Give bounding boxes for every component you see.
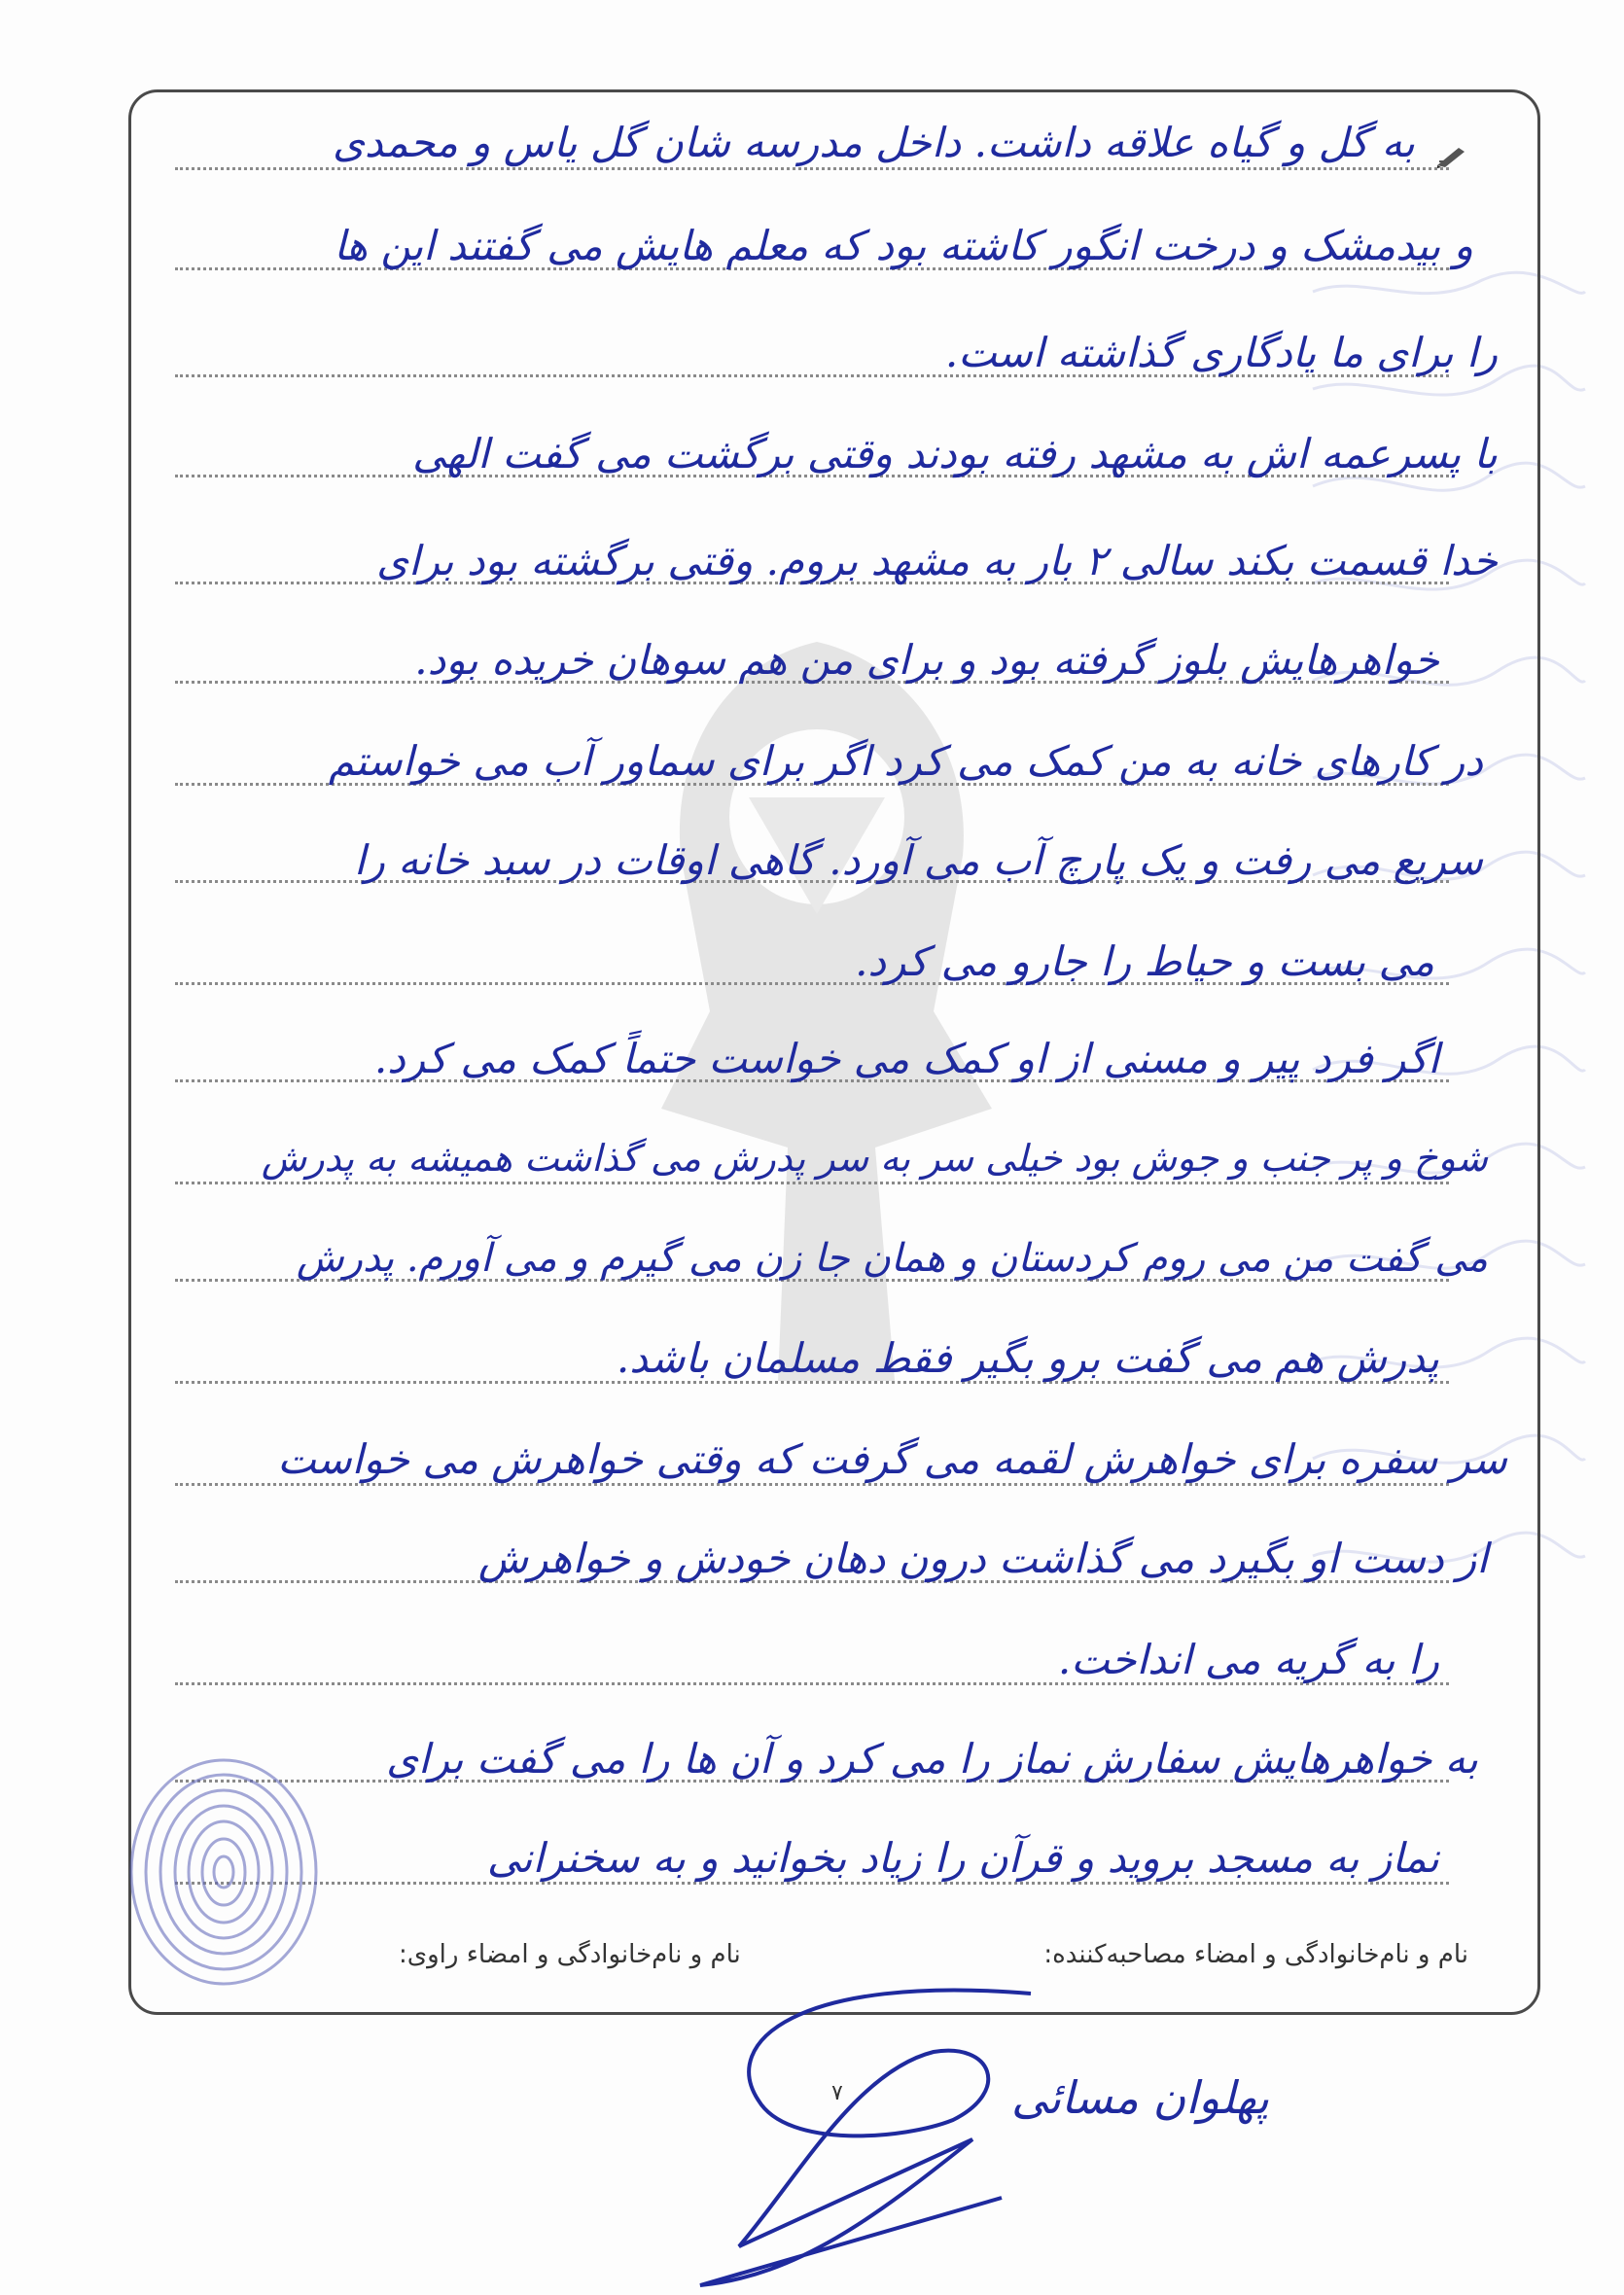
pen-icon — [1435, 144, 1468, 169]
handwritten-line: در کارهای خانه به من کمک می کرد اگر برای سماور آب می خواستم — [328, 737, 1483, 785]
narrator-label: نام و نام‌خانوادگی و امضاء راوی: — [399, 1940, 741, 1969]
handwritten-line: با پسرعمه اش به مشهد رفته بودند وقتی برگشت می گفت الهی — [412, 430, 1498, 477]
ruled-line — [175, 1483, 1449, 1486]
ruled-line — [175, 167, 1449, 170]
handwritten-line: به گل و گیاه علاقه داشت. داخل مدرسه شان گل یاس و محمدی — [333, 119, 1415, 166]
handwritten-line: را برای ما یادگاری گذاشته است. — [944, 329, 1498, 376]
ruled-line — [175, 1882, 1449, 1885]
handwritten-line: و بیدمشک و درخت انگور کاشته بود که معلم هایش می گفتند این ها — [334, 222, 1473, 269]
handwritten-line: شوخ و پر جنب و جوش بود خیلی سر به سر پدرش می گذاشت همیشه به پدرش — [261, 1137, 1488, 1180]
signature-footer — [156, 1940, 1468, 1989]
handwritten-line: خدا قسمت بکند سالی ۲ بار به مشهد بروم. وقتی برگشته بود برای — [376, 537, 1498, 584]
handwritten-line: سریع می رفت و یک پارچ آب می آورد. گاهی اوقات در سبد خانه را — [354, 836, 1483, 884]
handwritten-line: نماز به مسجد بروید و قرآن را زیاد بخوانید و به سخنرانی — [486, 1834, 1439, 1882]
handwritten-line: پدرش هم می گفت برو بگیر فقط مسلمان باشد. — [616, 1334, 1439, 1382]
handwritten-line: اگر فرد پیر و مسنی از او کمک می خواست حتماً کمک می کرد. — [373, 1035, 1439, 1082]
handwritten-line: به خواهرهایش سفارش نماز را می کرد و آن ها را می گفت برای — [386, 1735, 1478, 1783]
page-number: ۷ — [831, 2081, 843, 2105]
handwritten-line: می گفت من می روم کردستان و همان جا زن می گیرم و می آورم. پدرش — [296, 1236, 1488, 1281]
handwritten-line: را به گریه می انداخت. — [1057, 1636, 1439, 1683]
handwritten-line: از دست او بگیرد می گذاشت درون دهان خودش و خواهرش — [477, 1535, 1488, 1582]
ruled-line — [175, 1182, 1449, 1184]
signature-scribble — [681, 1984, 1284, 2295]
narrator-signature-name: پهلوان مسائی — [1011, 2071, 1270, 2124]
interviewer-label: نام و نام‌خانوادگی و امضاء مصاحبه‌کننده: — [1043, 1940, 1468, 1969]
fingerprint-mark — [117, 1746, 331, 1998]
handwritten-line: سر سفره برای خواهرش لقمه می گرفت که وقتی خواهرش می خواست — [277, 1435, 1507, 1483]
handwritten-line: خواهرهایش بلوز گرفته بود و برای من هم سوهان خریده بود. — [414, 636, 1439, 684]
handwritten-line: می بست و حیاط را جارو می کرد. — [855, 937, 1434, 985]
